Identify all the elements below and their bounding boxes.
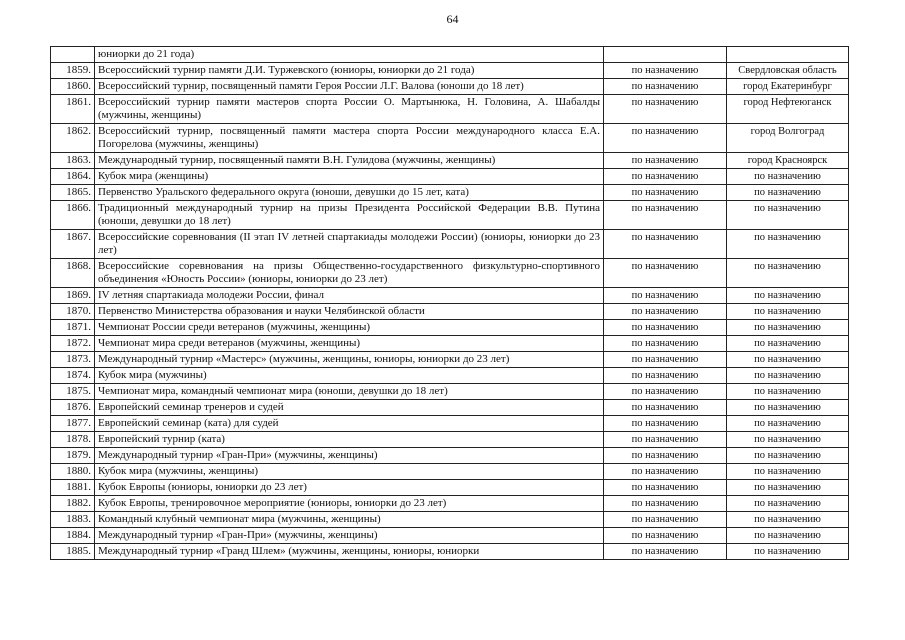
- table-row: [51, 432, 849, 448]
- event-location: Свердловская область: [727, 63, 849, 79]
- event-location: город Нефтеюганск: [727, 95, 849, 124]
- event-location: по назначению: [727, 512, 849, 528]
- event-date: по назначению: [604, 124, 727, 153]
- table-row: [51, 169, 849, 185]
- row-number: 1860.: [51, 79, 95, 95]
- row-number: 1878.: [51, 432, 95, 448]
- event-location: по назначению: [727, 185, 849, 201]
- event-location: по назначению: [727, 336, 849, 352]
- row-number: 1865.: [51, 185, 95, 201]
- event-name: юниорки до 21 года): [95, 47, 604, 63]
- event-location: по назначению: [727, 480, 849, 496]
- table-row: [51, 400, 849, 416]
- event-date: по назначению: [604, 432, 727, 448]
- row-number: 1872.: [51, 336, 95, 352]
- table-row: [51, 304, 849, 320]
- event-location: по назначению: [727, 368, 849, 384]
- event-date: по назначению: [604, 201, 727, 230]
- event-date: по назначению: [604, 352, 727, 368]
- event-location: [727, 47, 849, 63]
- event-name: Европейский семинар (ката) для судей: [95, 416, 604, 432]
- event-date: по назначению: [604, 480, 727, 496]
- event-name: Кубок Европы, тренировочное мероприятие (юниоры, юниорки до 23 лет): [95, 496, 604, 512]
- row-number: 1881.: [51, 480, 95, 496]
- event-date: по назначению: [604, 544, 727, 560]
- event-location: по назначению: [727, 320, 849, 336]
- event-name: Первенство Уральского федерального округа (юноши, девушки до 15 лет, ката): [95, 185, 604, 201]
- event-date: по назначению: [604, 63, 727, 79]
- table-row: [51, 288, 849, 304]
- event-location: город Волгоград: [727, 124, 849, 153]
- row-number: 1876.: [51, 400, 95, 416]
- event-date: по назначению: [604, 416, 727, 432]
- event-name: Кубок Европы (юниоры, юниорки до 23 лет): [95, 480, 604, 496]
- row-number: 1873.: [51, 352, 95, 368]
- event-date: по назначению: [604, 464, 727, 480]
- event-date: по назначению: [604, 496, 727, 512]
- event-location: по назначению: [727, 400, 849, 416]
- table-row: [51, 528, 849, 544]
- table-row: [51, 95, 849, 124]
- event-date: по назначению: [604, 95, 727, 124]
- event-name: Всероссийские соревнования (II этап IV летней спартакиады молодежи России) (юниоры, юниорки до 23 лет): [95, 230, 604, 259]
- row-number: 1874.: [51, 368, 95, 384]
- event-name: Всероссийский турнир, посвященный памяти мастера спорта России международного класса Е.А. Погорелова (мужчины, женщины): [95, 124, 604, 153]
- event-date: по назначению: [604, 448, 727, 464]
- event-location: по назначению: [727, 230, 849, 259]
- event-name: Всероссийский турнир, посвященный памяти Героя России Л.Г. Валова (юноши до 18 лет): [95, 79, 604, 95]
- event-location: город Красноярск: [727, 153, 849, 169]
- row-number: 1882.: [51, 496, 95, 512]
- event-name: Традиционный международный турнир на призы Президента Российской Федерации В.В. Путина (юноши, девушки до 18 лет): [95, 201, 604, 230]
- table-row: [51, 544, 849, 560]
- event-location: город Екатеринбург: [727, 79, 849, 95]
- event-name: Международный турнир, посвященный памяти В.Н. Гулидова (мужчины, женщины): [95, 153, 604, 169]
- row-number: 1884.: [51, 528, 95, 544]
- row-number: [51, 47, 95, 63]
- event-date: по назначению: [604, 304, 727, 320]
- table-row: [51, 368, 849, 384]
- row-number: 1877.: [51, 416, 95, 432]
- event-location: по назначению: [727, 304, 849, 320]
- row-number: 1864.: [51, 169, 95, 185]
- row-number: 1862.: [51, 124, 95, 153]
- event-name: Чемпионат мира среди ветеранов (мужчины, женщины): [95, 336, 604, 352]
- event-location: по назначению: [727, 432, 849, 448]
- event-date: по назначению: [604, 185, 727, 201]
- table-row: [51, 464, 849, 480]
- row-number: 1859.: [51, 63, 95, 79]
- row-number: 1883.: [51, 512, 95, 528]
- event-name: Европейский турнир (ката): [95, 432, 604, 448]
- event-date: по назначению: [604, 230, 727, 259]
- event-date: по назначению: [604, 288, 727, 304]
- event-name: Командный клубный чемпионат мира (мужчины, женщины): [95, 512, 604, 528]
- event-name: Международный турнир «Мастерс» (мужчины, женщины, юниоры, юниорки до 23 лет): [95, 352, 604, 368]
- event-location: по назначению: [727, 528, 849, 544]
- event-date: по назначению: [604, 368, 727, 384]
- table-row: [51, 201, 849, 230]
- event-name: Кубок мира (мужчины, женщины): [95, 464, 604, 480]
- event-date: по назначению: [604, 79, 727, 95]
- row-number: 1861.: [51, 95, 95, 124]
- event-location: по назначению: [727, 416, 849, 432]
- table-row: [51, 259, 849, 288]
- row-number: 1869.: [51, 288, 95, 304]
- row-number: 1870.: [51, 304, 95, 320]
- table-row: [51, 448, 849, 464]
- event-date: по назначению: [604, 320, 727, 336]
- event-name: Всероссийский турнир памяти Д.И. Туржевского (юниоры, юниорки до 21 года): [95, 63, 604, 79]
- row-number: 1863.: [51, 153, 95, 169]
- row-number: 1875.: [51, 384, 95, 400]
- event-name: Всероссийский турнир памяти мастеров спорта России О. Мартынюка, Н. Головина, А. Шабалды (мужчины, женщины): [95, 95, 604, 124]
- table-row: [51, 352, 849, 368]
- row-number: 1880.: [51, 464, 95, 480]
- event-name: Европейский семинар тренеров и судей: [95, 400, 604, 416]
- event-location: по назначению: [727, 464, 849, 480]
- table-row: [51, 336, 849, 352]
- event-location: по назначению: [727, 352, 849, 368]
- events-table-body: [51, 47, 849, 560]
- event-location: по назначению: [727, 201, 849, 230]
- row-number: 1885.: [51, 544, 95, 560]
- events-table: [50, 46, 849, 560]
- event-location: по назначению: [727, 544, 849, 560]
- event-location: по назначению: [727, 384, 849, 400]
- event-name: Чемпионат России среди ветеранов (мужчины, женщины): [95, 320, 604, 336]
- event-location: по назначению: [727, 496, 849, 512]
- event-date: по назначению: [604, 384, 727, 400]
- event-date: по назначению: [604, 259, 727, 288]
- event-name: Международный турнир «Гран-При» (мужчины, женщины): [95, 448, 604, 464]
- table-row: [51, 384, 849, 400]
- event-date: по назначению: [604, 169, 727, 185]
- table-row: [51, 124, 849, 153]
- table-row: [51, 153, 849, 169]
- event-date: по назначению: [604, 400, 727, 416]
- event-date: по назначению: [604, 336, 727, 352]
- table-row: [51, 79, 849, 95]
- event-name: Чемпионат мира, командный чемпионат мира (юноши, девушки до 18 лет): [95, 384, 604, 400]
- row-number: 1867.: [51, 230, 95, 259]
- event-date: [604, 47, 727, 63]
- table-row: [51, 480, 849, 496]
- table-row: [51, 63, 849, 79]
- event-name: IV летняя спартакиада молодежи России, финал: [95, 288, 604, 304]
- event-location: по назначению: [727, 288, 849, 304]
- row-number: 1871.: [51, 320, 95, 336]
- event-name: Кубок мира (женщины): [95, 169, 604, 185]
- event-location: по назначению: [727, 169, 849, 185]
- row-number: 1866.: [51, 201, 95, 230]
- continuation-row: [51, 47, 849, 63]
- event-name: Кубок мира (мужчины): [95, 368, 604, 384]
- table-row: [51, 416, 849, 432]
- table-row: [51, 320, 849, 336]
- event-date: по назначению: [604, 153, 727, 169]
- table-row: [51, 230, 849, 259]
- table-row: [51, 185, 849, 201]
- event-name: Международный турнир «Гран-При» (мужчины, женщины): [95, 528, 604, 544]
- page-number: 64: [446, 12, 459, 26]
- event-name: Первенство Министерства образования и науки Челябинской области: [95, 304, 604, 320]
- table-row: [51, 512, 849, 528]
- event-location: по назначению: [727, 259, 849, 288]
- event-date: по назначению: [604, 512, 727, 528]
- row-number: 1868.: [51, 259, 95, 288]
- event-date: по назначению: [604, 528, 727, 544]
- event-name: Всероссийские соревнования на призы Общественно-государственного физкультурно-спортивного объединения «Юность России» (юниоры, юниорки до 23 лет): [95, 259, 604, 288]
- row-number: 1879.: [51, 448, 95, 464]
- event-name: Международный турнир «Гранд Шлем» (мужчины, женщины, юниоры, юниорки: [95, 544, 604, 560]
- event-location: по назначению: [727, 448, 849, 464]
- table-row: [51, 496, 849, 512]
